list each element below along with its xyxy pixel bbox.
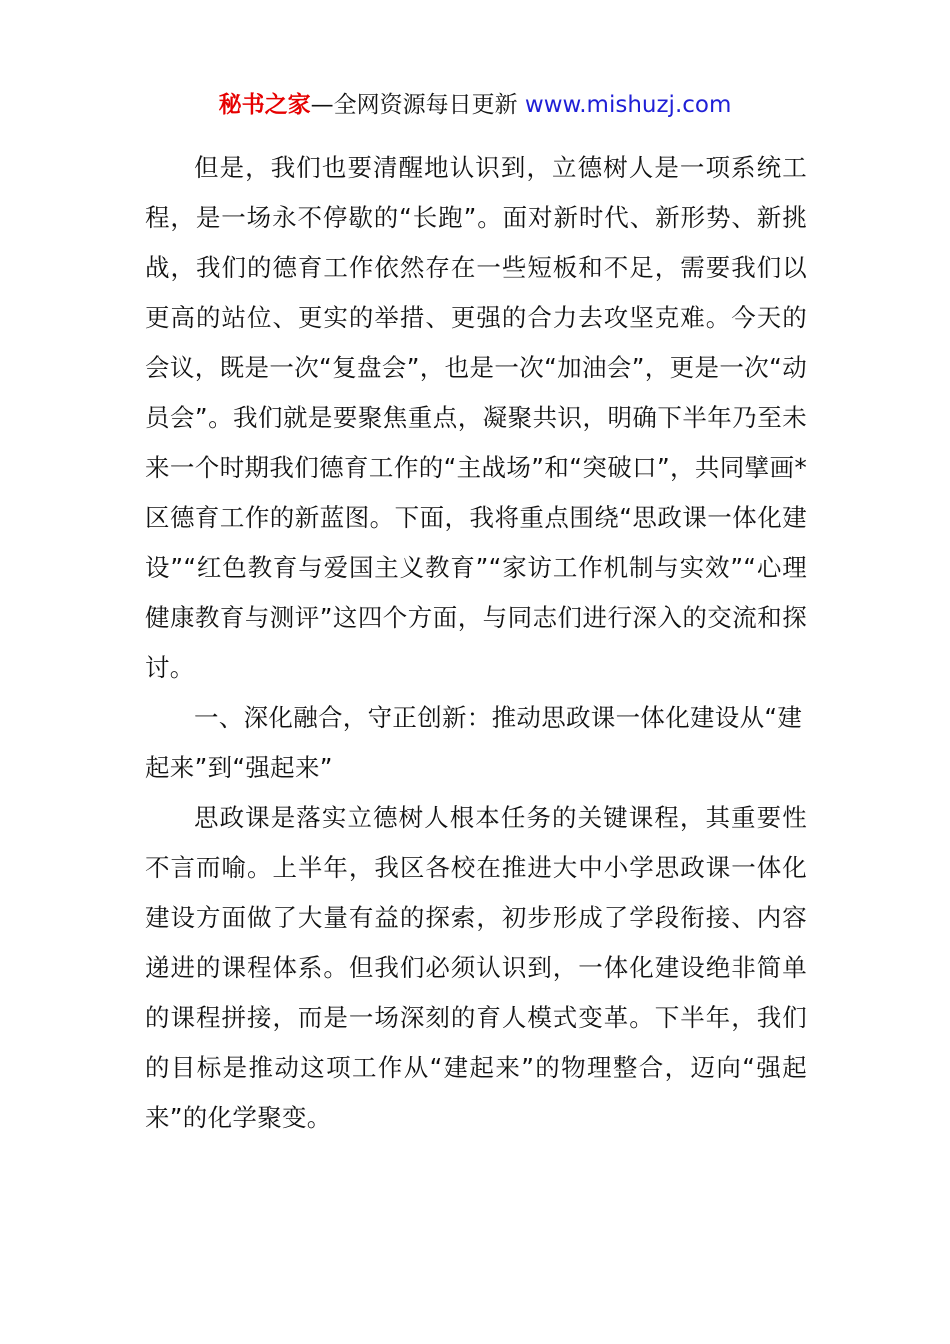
paragraph-intro: 但是，我们也要清醒地认识到，立德树人是一项系统工程，是一场永不停歇的“长跑”。面对新时代、新形势、新挑战，我们的德育工作依然存在一些短板和不足，需要我们以更高的站位、更实的举措、更强的合力去攻坚克难。今天的会议，既是一次“复盘会”，也是一次“加油会”，更是一次“动员会”。我们就是要聚焦重点，凝聚共识，明确下半年乃至未来一个时期我们德育工作的“主战场”和“突破口”，共同擘画*区德育工作的新蓝图。下面，我将重点围绕“思政课一体化建设”“红色教育与爱国主义教育”“家访工作机制与实效”“心理健康教育与测评”这四个方面，与同志们进行深入的交流和探讨。 (145, 153, 807, 682)
brand-name: 秘书之家 (218, 92, 311, 118)
header-tagline: —全网资源每日更新 (310, 92, 525, 118)
section-heading-1: 一、深化融合，守正创新：推动思政课一体化建设从“建起来”到“强起来” (145, 703, 803, 782)
paragraph-section-1: 思政课是落实立德树人根本任务的关键课程，其重要性不言而喻。上半年，我区各校在推进大中小学思政课一体化建设方面做了大量有益的探索，初步形成了学段衔接、内容递进的课程体系。但我们必须认识到，一体化建设绝非简单的课程拼接，而是一场深刻的育人模式变革。下半年，我们的目标是推动这项工作从“建起来”的物理整合，迈向“强起来”的化学聚变。 (145, 803, 807, 1132)
document-body (145, 143, 807, 1143)
site-url-link[interactable]: www.mishuzj.com (524, 92, 732, 118)
site-header (0, 88, 950, 122)
